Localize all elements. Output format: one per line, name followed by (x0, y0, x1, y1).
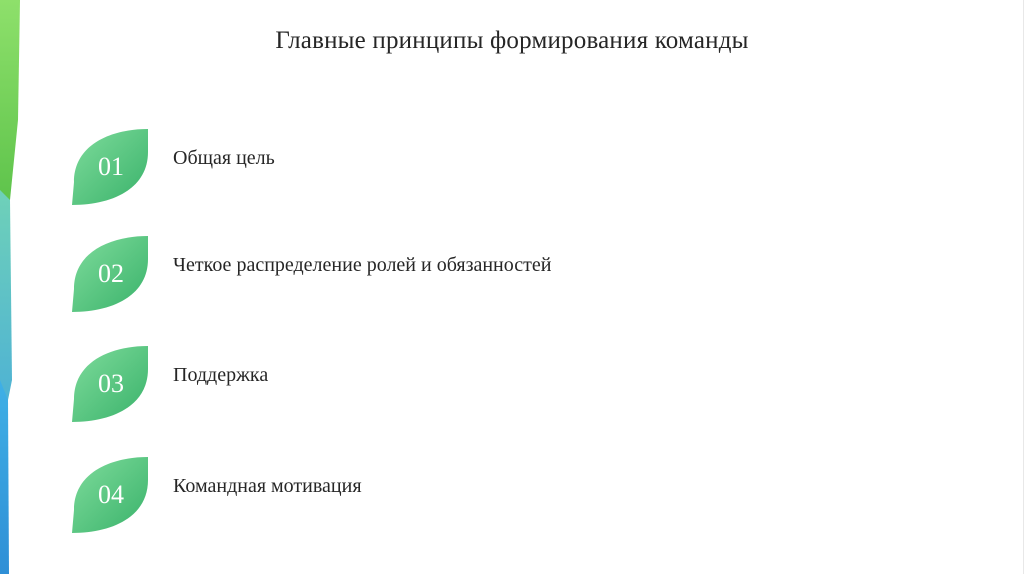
item-text: Четкое распределение ролей и обязанностей (173, 254, 552, 276)
list-item-4 (70, 455, 670, 535)
item-text: Поддержка (173, 364, 269, 386)
list-item-2 (70, 234, 670, 314)
item-number: 01 (98, 152, 124, 181)
slide-title: Главные принципы формирования команды (275, 27, 749, 54)
left-accent-bar (0, 0, 22, 574)
left-accent-graphic (0, 0, 22, 574)
item-number: 04 (98, 480, 124, 509)
item-number: 02 (98, 259, 124, 288)
item-text: Командная мотивация (173, 475, 362, 497)
item-number: 03 (98, 369, 124, 398)
item-text: Общая цель (173, 147, 275, 169)
list-item-1 (70, 127, 670, 207)
list-item-3 (70, 344, 670, 424)
